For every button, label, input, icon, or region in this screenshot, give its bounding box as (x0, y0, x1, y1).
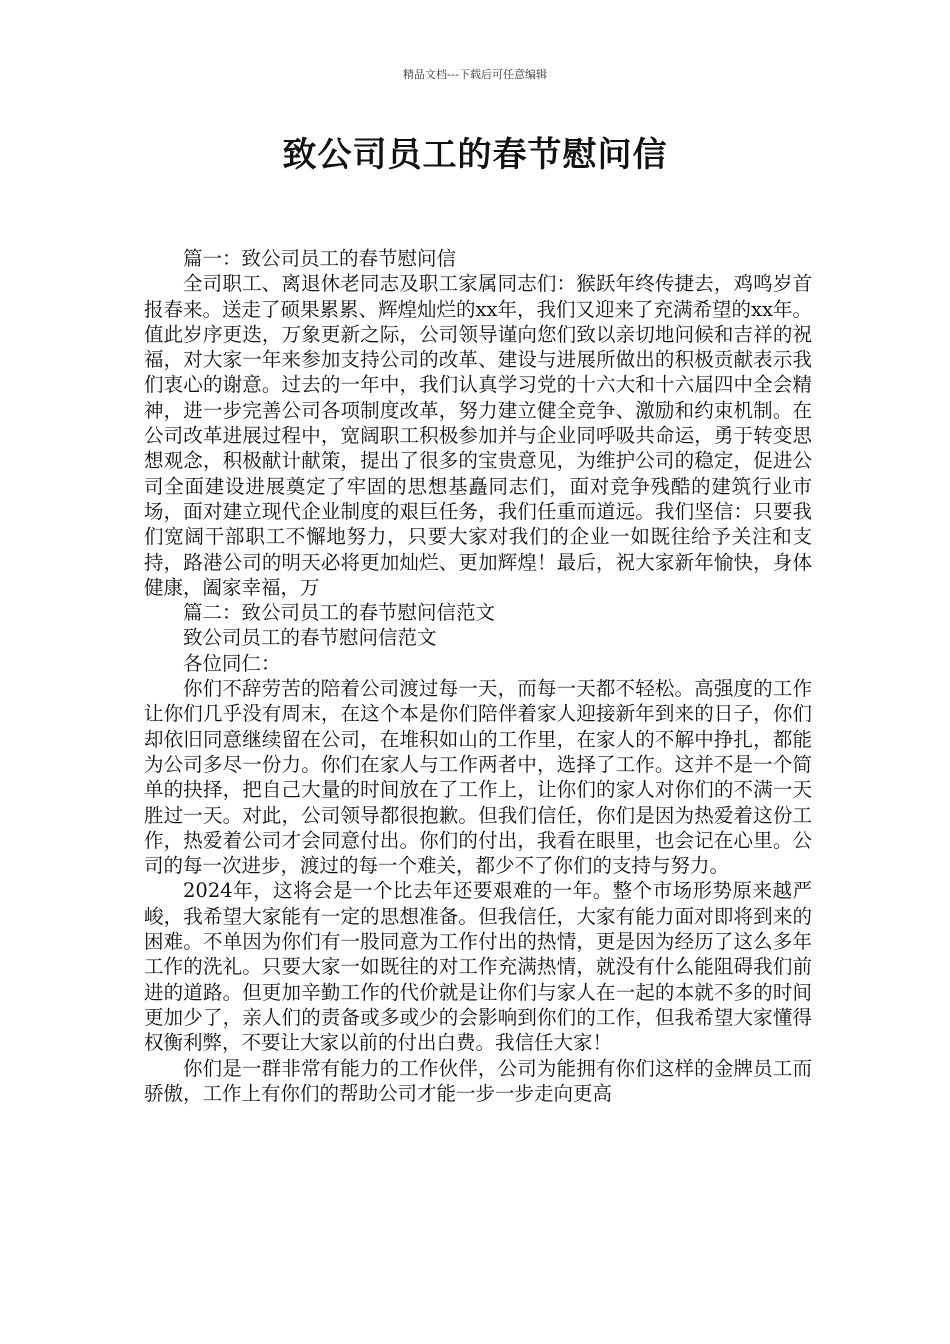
document-title: 致公司员工的春节慰问信 (282, 135, 668, 175)
body-paragraph: 你们不辞劳苦的陪着公司渡过每一天，而每一天都不轻松。高强度的工作让你们几乎没有周末，在这个本是你们陪伴着家人迎接新年到来的日子，你们却依旧同意继续留在公司，在堆积如山的工作里，在家人的不解中挣扎，都能为公司多尽一份力。你们在家人与工作两者中，选择了工作。这并不是一个简单的抉择，把自己大量的时间放在了工作上，让你们的家人对你们的不满一天胜过一天。对此，公司领导都很抱歉。但我们信任，你们是因为热爱着这份工作，热爱着公司才会同意付出。你们的付出，我看在眼里，也会记在心里。公司的每一次进步，渡过的每一个难关，都少不了你们的支持与努力。 (144, 677, 812, 878)
body-paragraph: 2024年，这将会是一个比去年还要艰难的一年。整个市场形势原来越严峻，我希望大家能有一定的思想准备。但我信任，大家有能力面对即将到来的困难。不单因为你们有一股同意为工作付出的热情，更是因为经历了这么多年工作的洗礼。只要大家一如既往的对工作充满热情，就没有什么能阻碍我们前进的道路。但更加辛勤工作的代价就是让你们与家人在一起的本就不多的时间更加少了，亲人们的责备或多或少的会影响到你们的工作，但我希望大家懂得权衡利弊，不要让大家以前的付出白费。我信任大家！ (144, 879, 812, 1055)
section-heading-2: 篇二：致公司员工的春节慰问信范文 (183, 601, 496, 625)
document-body (144, 246, 812, 1106)
body-paragraph: 全司职工、离退休老同志及职工家属同志们：猴跃年终传捷去，鸡鸣岁首报春来。送走了硕果累累、辉煌灿烂的xx年，我们又迎来了充满希望的xx年。值此岁序更迭，万象更新之际，公司领导谨向您们致以亲切地问候和吉祥的祝福，对大家一年来参加支持公司的改革、建设与进展所做出的积极贡献表示我们衷心的谢意。过去的一年中，我们认真学习党的十六大和十六届四中全会精神，进一步完善公司各项制度改革，努力建立健全竞争、激励和约束机制。在公司改革进展过程中，宽阔职工积极参加并与企业同呼吸共命运，勇于转变思想观念，积极献计献策，提出了很多的宝贵意见，为维护公司的稳定，促进公司全面建设进展奠定了牢固的思想基矗同志们，面对竞争残酷的建筑行业市场，面对建立现代企业制度的艰巨任务，我们任重而道远。我们坚信：只要我们宽阔干部职工不懈地努力，只要大家对我们的企业一如既往给予关注和支持，路港公司的明天必将更加灿烂、更加辉煌！最后，祝大家新年愉快，身体健康，阖家幸福，万 (144, 272, 812, 599)
salutation: 各位同仁： (183, 651, 281, 675)
sub-title: 致公司员工的春节慰问信范文 (183, 626, 437, 650)
section-heading-1: 篇一：致公司员工的春节慰问信 (183, 247, 457, 270)
body-paragraph: 你们是一群非常有能力的工作伙伴，公司为能拥有你们这样的金牌员工而骄傲，工作上有你们的帮助公司才能一步一步走向更高 (144, 1056, 812, 1105)
page-header-note: 精品文档---下载后可任意编辑 (403, 68, 547, 81)
